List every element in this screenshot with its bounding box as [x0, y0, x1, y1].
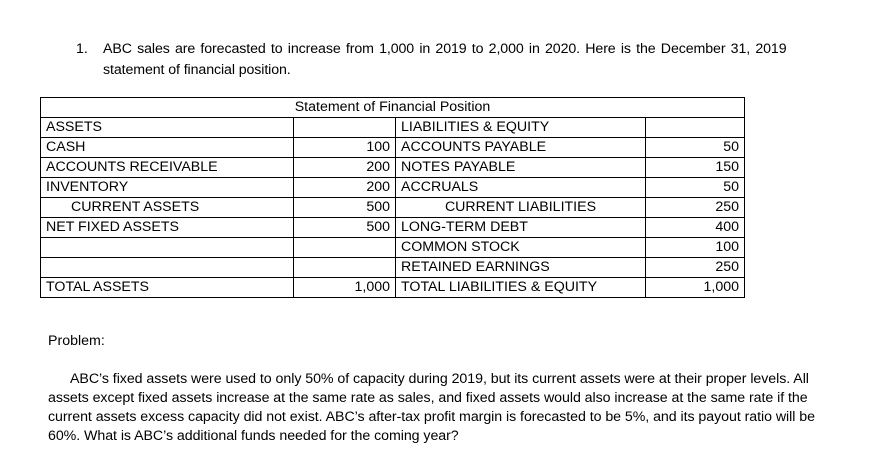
liability-value: 100 — [646, 238, 745, 258]
liability-label: LONG-TERM DEBT — [396, 218, 646, 238]
problem-text — [48, 370, 838, 446]
problem-paragraph: ABC’s fixed assets were used to only 50% of capacity during 2019, but its current assets were at their proper levels. All assets except fixed assets increase at the same rate as sales, and fixed assets would also increase at the same rate if the current assets excess capacity did not exist. ABC’s after-tax profit margin is forecasted to be 5%, and its payout ratio will be 60%. What is ABC’s additional funds needed for the coming year? — [48, 371, 815, 444]
table-header-row — [41, 118, 745, 138]
table-title: Statement of Financial Position — [41, 98, 745, 118]
asset-label: TOTAL ASSETS — [41, 278, 294, 298]
liability-label: ACCRUALS — [396, 178, 646, 198]
asset-label: CURRENT ASSETS — [41, 198, 294, 218]
liability-label: TOTAL LIABILITIES & EQUITY — [396, 278, 646, 298]
liability-value: 400 — [646, 218, 745, 238]
liability-value: 50 — [646, 138, 745, 158]
liability-label: CURRENT LIABILITIES — [396, 198, 646, 218]
asset-value: 500 — [294, 218, 396, 238]
asset-label — [41, 238, 294, 258]
liability-value: 150 — [646, 158, 745, 178]
liability-label: COMMON STOCK — [396, 238, 646, 258]
liability-value: 250 — [646, 198, 745, 218]
asset-value — [294, 258, 396, 278]
asset-label: INVENTORY — [41, 178, 294, 198]
table-title-row — [41, 98, 745, 118]
asset-label: ACCOUNTS RECEIVABLE — [41, 158, 294, 178]
question-text-line-1: ABC sales are forecasted to increase from 1,000 in 2019 to 2,000 in 2020. Here is the December 31, 2019 — [103, 41, 787, 57]
asset-label: NET FIXED ASSETS — [41, 218, 294, 238]
assets-header: ASSETS — [41, 118, 294, 138]
table-row — [41, 218, 745, 238]
table-row — [41, 238, 745, 258]
question-text-line-2: statement of financial position. — [103, 62, 291, 78]
table-row — [41, 158, 745, 178]
liability-value: 250 — [646, 258, 745, 278]
liability-label: ACCOUNTS PAYABLE — [396, 138, 646, 158]
liabilities-header-value — [646, 118, 745, 138]
question-number: 1. — [76, 41, 88, 57]
liability-label: RETAINED EARNINGS — [396, 258, 646, 278]
asset-label: CASH — [41, 138, 294, 158]
asset-value: 200 — [294, 158, 396, 178]
asset-value: 100 — [294, 138, 396, 158]
problem-label: Problem: — [48, 333, 105, 349]
asset-value: 500 — [294, 198, 396, 218]
table-row — [41, 178, 745, 198]
liability-value: 1,000 — [646, 278, 745, 298]
table-row — [41, 138, 745, 158]
assets-header-value — [294, 118, 396, 138]
asset-label — [41, 258, 294, 278]
table-row — [41, 258, 745, 278]
asset-value: 1,000 — [294, 278, 396, 298]
table-row — [41, 198, 745, 218]
asset-value: 200 — [294, 178, 396, 198]
liabilities-header: LIABILITIES & EQUITY — [396, 118, 646, 138]
asset-value — [294, 238, 396, 258]
statement-of-financial-position-table — [40, 97, 745, 298]
liability-label: NOTES PAYABLE — [396, 158, 646, 178]
liability-value: 50 — [646, 178, 745, 198]
table-row — [41, 278, 745, 298]
